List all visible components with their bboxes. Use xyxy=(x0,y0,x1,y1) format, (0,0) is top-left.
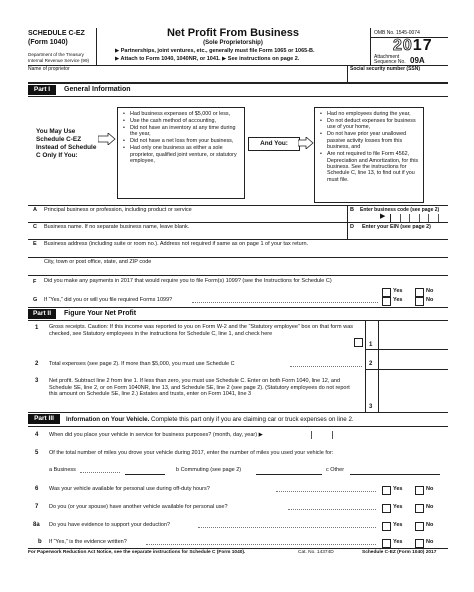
service-date-field[interactable] xyxy=(292,431,352,439)
line-2-label: Total expenses (see page 2). If more than $5,000, you must use Schedule C xyxy=(49,361,235,367)
line-b-label: Enter business code (see page 2) xyxy=(360,207,440,213)
part1-title: General Information xyxy=(64,86,131,93)
tax-year-suffix: 17 xyxy=(412,37,433,54)
line-a-label: Principal business or profession, including product or service xyxy=(44,207,192,213)
filing-instruction-2: ▶ Attach to Form 1040, 1040NR, or 1041. ▶ See instructions on page 2. xyxy=(115,56,300,62)
no-label: No xyxy=(426,539,434,545)
condition-item: • Did not have an inventory at any time during the year, xyxy=(130,125,244,138)
line-letter: B xyxy=(350,207,354,213)
line-number: 2 xyxy=(369,361,373,367)
line-g-yes-checkbox[interactable] xyxy=(382,297,391,306)
line-7-label: Do you (or your spouse) have another vehicle available for personal use? xyxy=(49,504,228,510)
arrow-icon: ▶ xyxy=(380,213,386,220)
line-e-label: Business address (including suite or room no.). Address not required if same as on page 1 of your tax return. xyxy=(44,241,309,247)
sequence-number: 09A xyxy=(410,56,425,65)
line-f-yes-checkbox[interactable] xyxy=(382,288,391,297)
business-code-field[interactable] xyxy=(390,214,447,222)
filing-instruction-1: ▶ Partnerships, joint ventures, etc., generally must file Form 1065 or 1065-B. xyxy=(115,48,315,54)
part3-title-rest: Complete this part only if you are claiming car or truck expenses on line 2. xyxy=(151,416,354,423)
no-label: No xyxy=(426,288,434,294)
line-number: 4 xyxy=(35,432,39,438)
business-miles-label: a Business xyxy=(49,467,76,473)
business-address-field[interactable] xyxy=(44,248,444,256)
line-8a-label: Do you have evidence to support your deduction? xyxy=(49,522,171,528)
line-3-label: Net profit. Subtract line 2 from line 1. If less than zero, you must use Schedule C. Enter on both Form 1040, line 12, and Schedule SE, line 2, or on Form 1040NR, line 13, and Schedule SE, line 2 (see page 2). (Statutory employees do not report this amount on Schedule SE, line 2.) Estates and trusts, enter on Form 1041, line 3 xyxy=(49,378,350,397)
line-e-city-label: City, town or post office, state, and ZIP code xyxy=(44,259,152,265)
yes-label: Yes xyxy=(393,297,403,303)
line-number: 3 xyxy=(369,404,373,410)
form-number: (Form 1040) xyxy=(28,39,68,46)
condition-item: • Had only one business as either a sole proprietor, qualified joint venture, or statutory employee, xyxy=(130,145,244,164)
other-miles-label: c Other xyxy=(326,467,345,473)
page-subtitle: (Sole Proprietorship) xyxy=(203,40,263,46)
condition-item: • Use the cash method of accounting, xyxy=(130,118,244,124)
part3-title xyxy=(66,416,448,423)
line-number: 2 xyxy=(35,361,39,367)
line-letter: E xyxy=(33,241,37,247)
header-divider-right xyxy=(370,28,371,65)
yes-label: Yes xyxy=(393,539,403,545)
form-reference: Schedule C-EZ (Form 1040) 2017 xyxy=(362,550,437,555)
line-6-yes-checkbox[interactable] xyxy=(382,486,391,495)
yes-label: Yes xyxy=(393,486,403,492)
part2-title: Figure Your Net Profit xyxy=(64,310,137,317)
right-arrow-icon xyxy=(98,133,116,145)
line-number: 7 xyxy=(35,504,39,510)
total-expenses-field[interactable] xyxy=(380,350,446,368)
line-letter: C xyxy=(33,224,37,230)
attachment-label: Attachment xyxy=(374,54,400,60)
other-miles-field[interactable] xyxy=(350,466,440,475)
line-letter: F xyxy=(33,279,37,285)
line-number: 1 xyxy=(369,342,373,348)
part3-label: Part III xyxy=(28,414,60,424)
part1-label: Part I xyxy=(28,85,56,95)
line-6-label: Was your vehicle available for personal use during off-duty hours? xyxy=(49,486,210,492)
line-letter: G xyxy=(33,297,38,303)
business-name-field[interactable] xyxy=(44,231,344,238)
no-label: No xyxy=(426,297,434,303)
line-g-label: If “Yes,” did you or will you file required Forms 1099? xyxy=(44,297,173,303)
and-you-label: And You: xyxy=(248,137,300,151)
form-name: SCHEDULE C-EZ xyxy=(28,30,85,37)
statutory-employee-checkbox[interactable] xyxy=(354,338,363,347)
no-label: No xyxy=(426,522,434,528)
sequence-label: Sequence No. xyxy=(374,59,406,65)
no-label: No xyxy=(426,486,434,492)
line-6-no-checkbox[interactable] xyxy=(415,486,424,495)
line-8b-no-checkbox[interactable] xyxy=(415,539,424,548)
line-4-label: When did you place your vehicle in service for business purposes? (month, day, year) ▶ xyxy=(49,432,263,438)
condition-item: • Had business expenses of $5,000 or less, xyxy=(130,111,244,117)
commuting-miles-field[interactable] xyxy=(256,466,322,475)
line-g-no-checkbox[interactable] xyxy=(415,297,424,306)
catalog-number: Cat. No. 14374D xyxy=(298,550,334,555)
may-use-statement: You May Use Schedule C-EZ Instead of Schedule C Only If You: xyxy=(36,128,97,159)
condition-item: • Do not deduct expenses for business use of your home, xyxy=(327,118,423,131)
line-7-no-checkbox[interactable] xyxy=(415,504,424,513)
ssn-label: Social security number (SSN) xyxy=(350,66,421,72)
ein-field[interactable] xyxy=(350,231,446,238)
net-profit-field[interactable] xyxy=(380,370,446,411)
line-number: 8a xyxy=(33,522,40,528)
line-5-label: Of the total number of miles you drove your vehicle during 2017, enter the number of miles you used your vehicle for: xyxy=(49,450,334,456)
line-letter: A xyxy=(33,207,37,213)
name-label: Name of proprietor xyxy=(28,66,70,72)
line-f-label: Did you make any payments in 2017 that would require you to file Form(s) 1099? (see the Instructions for Schedule C) xyxy=(44,278,332,284)
condition-item: • Had no employees during the year, xyxy=(327,111,423,117)
yes-label: Yes xyxy=(393,504,403,510)
line-8a-no-checkbox[interactable] xyxy=(415,522,424,531)
part3-title-bold: Information on Your Vehicle. xyxy=(66,416,150,423)
line-letter: D xyxy=(350,224,354,230)
yes-label: Yes xyxy=(393,522,403,528)
line-8b-yes-checkbox[interactable] xyxy=(382,539,391,548)
city-state-zip-field[interactable] xyxy=(44,266,444,274)
tax-year xyxy=(393,37,433,55)
ssn-field[interactable] xyxy=(350,72,446,81)
line-number: 1 xyxy=(35,325,39,331)
page-title: Net Profit From Business xyxy=(166,27,300,39)
conditions-box-left xyxy=(117,107,245,199)
line-8b-label: If “Yes,” is the evidence written? xyxy=(49,539,127,545)
line-f-no-checkbox[interactable] xyxy=(415,288,424,297)
omb-number: OMB No. 1545-0074 xyxy=(374,30,420,36)
line-7-yes-checkbox[interactable] xyxy=(382,504,391,513)
department: Department of the Treasury xyxy=(28,52,84,57)
tax-year-prefix: 20 xyxy=(393,37,413,54)
line-number: 3 xyxy=(35,378,39,384)
line-8a-yes-checkbox[interactable] xyxy=(382,522,391,531)
condition-item: • Did not have a net loss from your business, xyxy=(130,138,244,144)
line-number: 6 xyxy=(35,486,39,492)
conditions-box-right xyxy=(314,107,424,203)
line-number: 5 xyxy=(35,450,39,456)
part2-label: Part II xyxy=(28,309,56,319)
principal-business-field[interactable] xyxy=(44,214,344,222)
commuting-miles-label: b Commuting (see page 2) xyxy=(176,467,242,473)
paperwork-notice: For Paperwork Reduction Act Notice, see the separate instructions for Schedule C (Form 1040). xyxy=(28,550,246,555)
right-arrow-icon xyxy=(298,137,314,149)
line-1-label: Gross receipts. Caution: If this income was reported to you on Form W-2 and the “Statutory employee” box on that form was checked, see Statutory employees in the instructions for Schedule C, line 1, and check here xyxy=(49,324,353,337)
irs-label: Internal Revenue Service (99) xyxy=(28,58,90,63)
gross-receipts-field[interactable] xyxy=(380,321,446,348)
line-c-label: Business name. If no separate business name, leave blank. xyxy=(44,224,190,230)
line-number: b xyxy=(38,539,42,545)
business-miles-field[interactable] xyxy=(125,466,165,475)
condition-item: • Are not required to file Form 4562, Depreciation and Amortization, for this business. See the instructions for Schedule C, line 13, to find out if you must file. xyxy=(327,151,423,183)
condition-item: • Do not have prior year unallowed passive activity losses from this business, and xyxy=(327,131,423,150)
proprietor-name-field[interactable] xyxy=(30,72,344,81)
yes-label: Yes xyxy=(393,288,403,294)
no-label: No xyxy=(426,504,434,510)
line-d-label: Enter your EIN (see page 2) xyxy=(362,224,431,230)
